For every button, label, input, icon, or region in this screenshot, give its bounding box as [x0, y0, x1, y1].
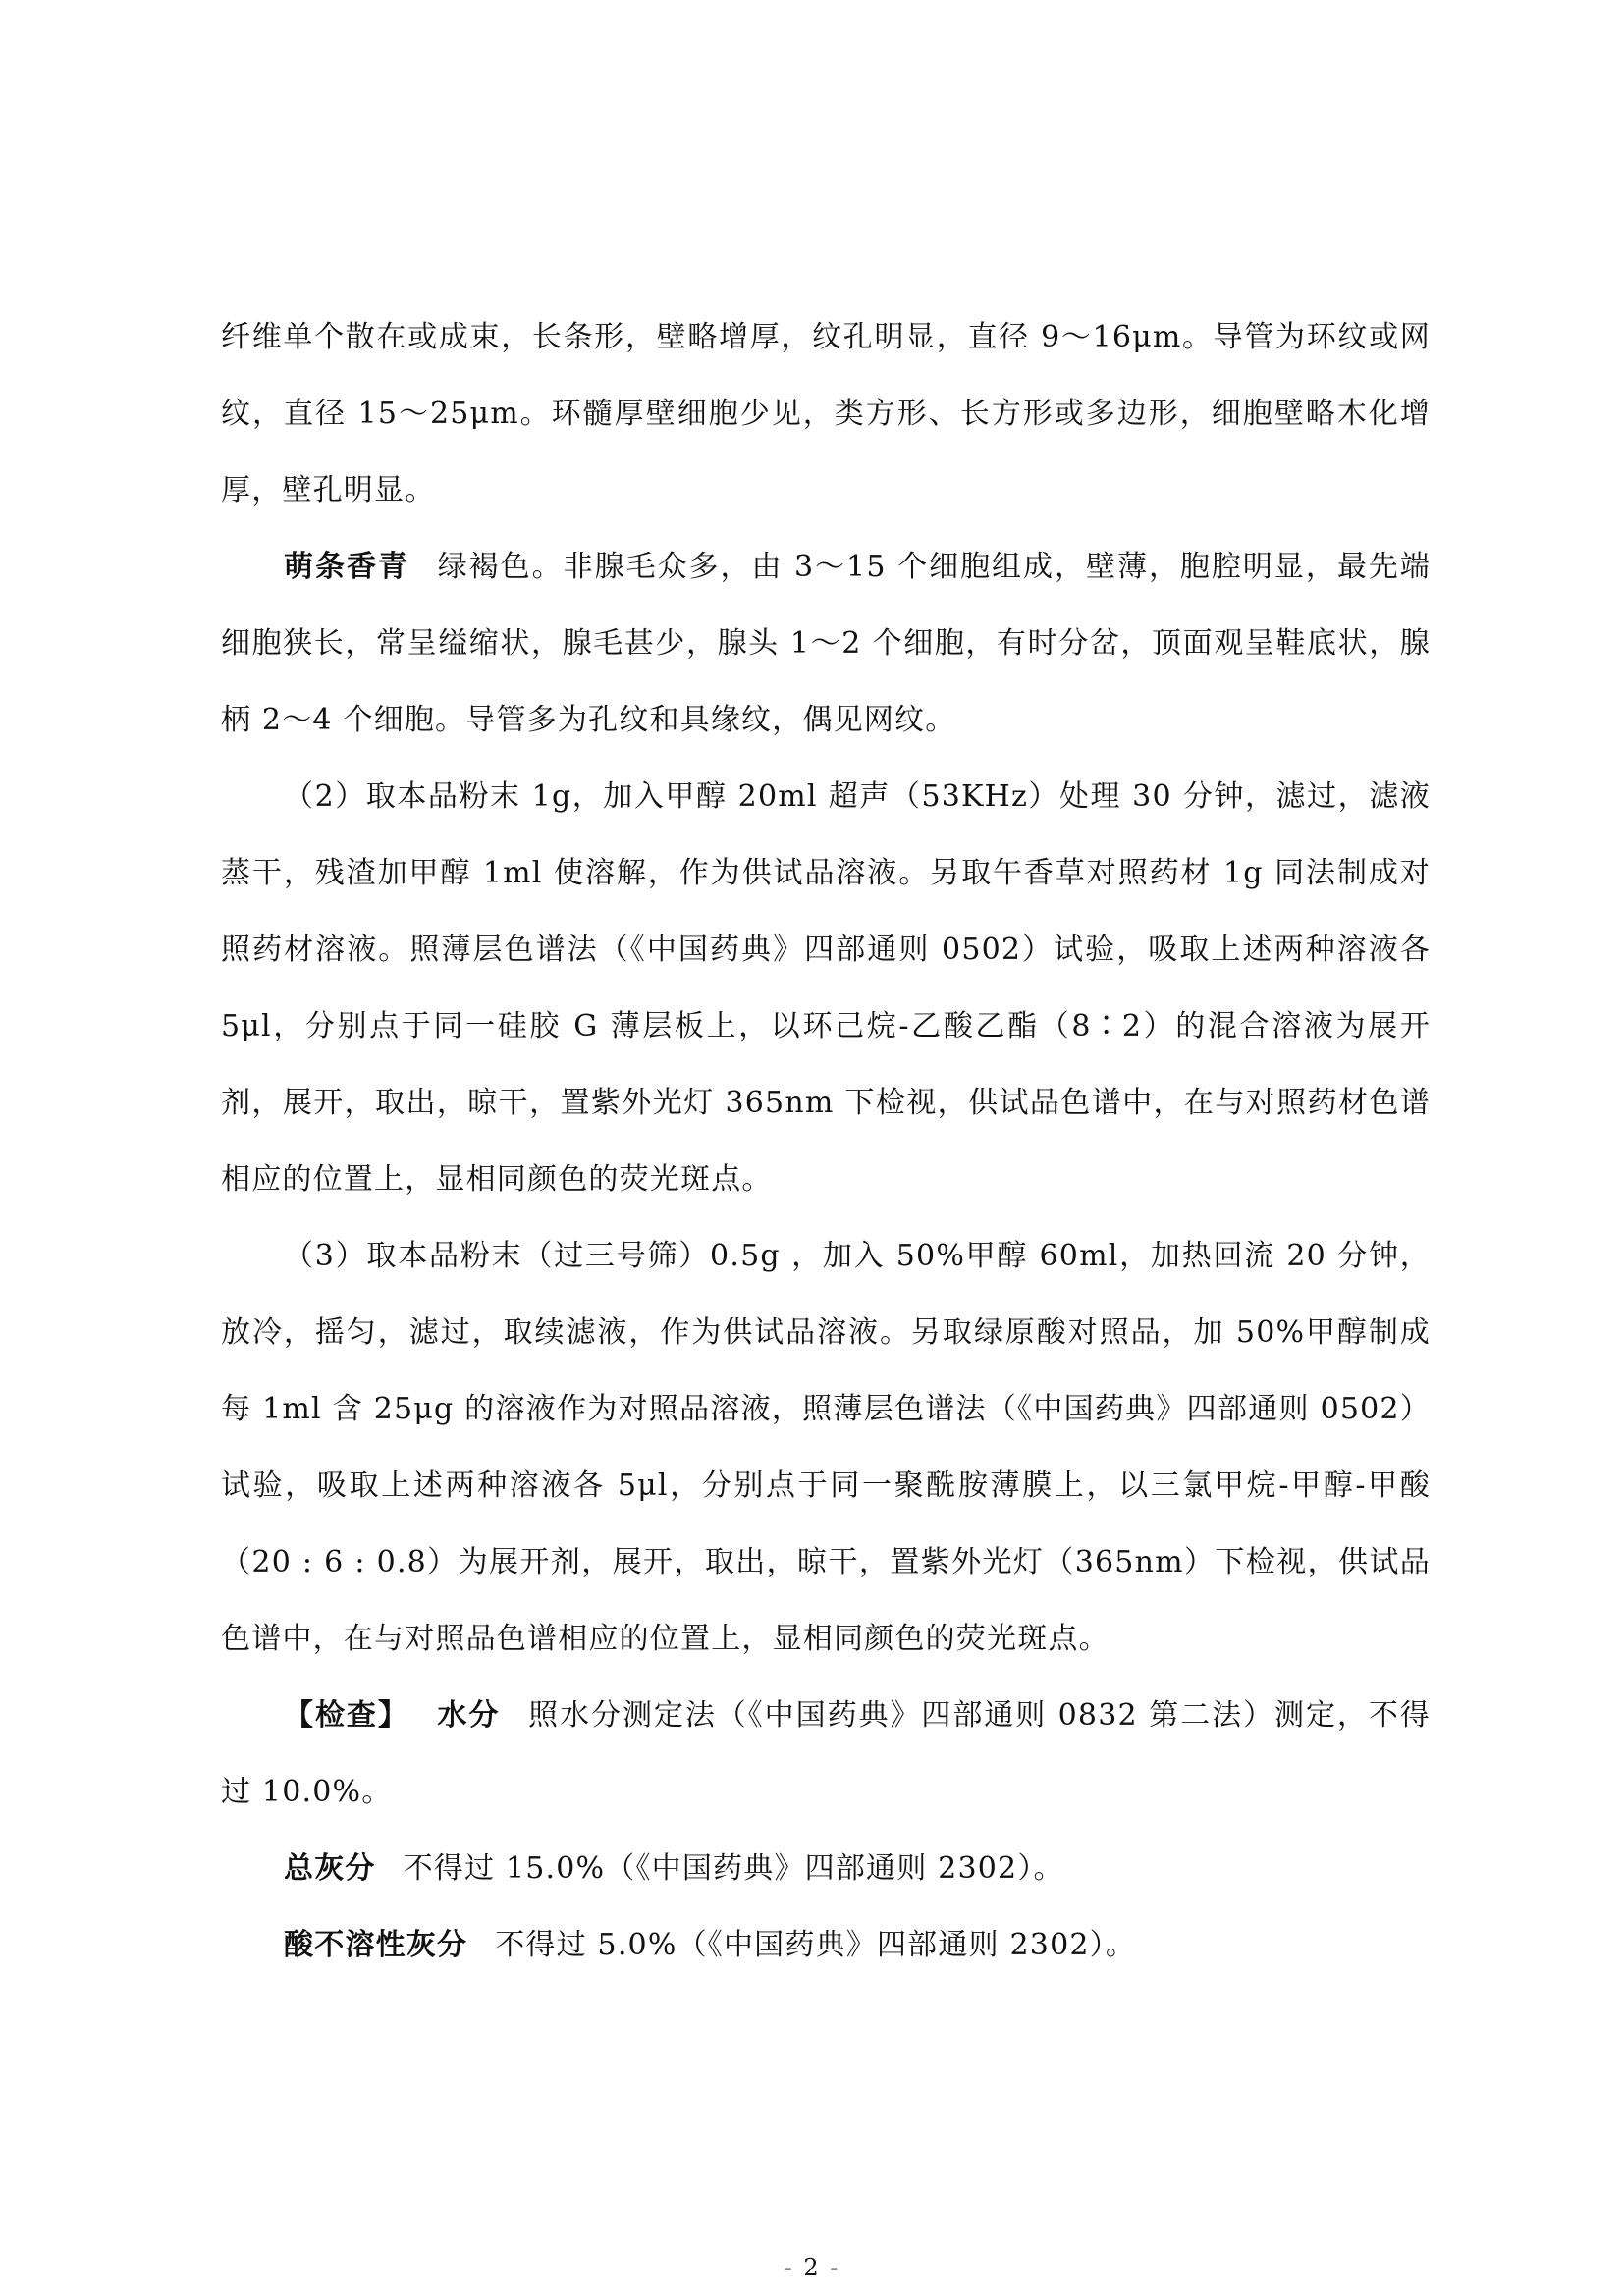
- paragraph-identification-2: [221, 759, 1431, 1218]
- page-number: - 2 -: [784, 2254, 840, 2281]
- paragraph-text: 不得过 5.0%（《中国药典》四部通则 2302）。: [495, 1928, 1137, 1962]
- herb-name-label: 萌条香青: [284, 550, 409, 584]
- paragraph-text: 照水分测定法（《中国药典》四部通则 0832 第二法）测定，不得过 10.0%。: [221, 1698, 1431, 1809]
- paragraph-text: 绿褐色。非腺毛众多，由 3～15 个细胞组成，壁薄，胞腔明显，最先端细胞狭长，常呈缢缩状，腺毛甚少，腺头 1～2 个细胞，有时分岔，顶面观呈鞋底状，腺柄 2～4 个细胞。导管多为孔纹和具缘纹，偶见网纹。: [221, 550, 1431, 737]
- paragraph-acid-insoluble-ash: [221, 1907, 1431, 1984]
- paragraph-text: （2）取本品粉末 1g，加入甲醇 20ml 超声（53KHz）处理 30 分钟，滤过，滤液蒸干，残渣加甲醇 1ml 使溶解，作为供试品溶液。另取午香草对照药材 1g 同法制成对照药材溶液。照薄层色谱法（《中国药典》四部通则 0502）试验，吸取上述两种溶液各 5μl，分别点于同一硅胶 G 薄层板上，以环己烷-乙酸乙酯（8∶2）的混合溶液为展开剂，展开，取出，晾干，置紫外光灯 365nm 下检视，供试品色谱中，在与对照药材色谱相应的位置上，显相同颜色的荧光斑点。: [221, 779, 1431, 1197]
- total-ash-label: 总灰分: [284, 1851, 376, 1886]
- paragraph-identification-3: [221, 1218, 1431, 1678]
- section-heading: 【检查】: [284, 1698, 409, 1733]
- paragraph-inspection-moisture: [221, 1678, 1431, 1831]
- paragraph-anaphalis-description: [221, 529, 1431, 759]
- paragraph-total-ash: [221, 1831, 1431, 1907]
- paragraph-text: 纤维单个散在或成束，长条形，壁略增厚，纹孔明显，直径 9～16μm。导管为环纹或网纹，直径 15～25μm。环髓厚壁细胞少见，类方形、长方形或多边形，细胞壁略木化增厚，壁孔明显。: [221, 320, 1431, 507]
- moisture-label: 水分: [436, 1698, 501, 1733]
- paragraph-fiber-description: [221, 299, 1431, 529]
- paragraph-text: （3）取本品粉末（过三号筛）0.5g ，加入 50%甲醇 60ml，加热回流 20 分钟，放冷，摇匀，滤过，取续滤液，作为供试品溶液。另取绿原酸对照品，加 50%甲醇制成每 1ml 含 25μg 的溶液作为对照品溶液，照薄层色谱法（《中国药典》四部通则 0502）试验，吸取上述两种溶液各 5μl，分别点于同一聚酰胺薄膜上，以三氯甲烷-甲醇-甲酸（20 : 6 : 0.8）为展开剂，展开，取出，晾干，置紫外光灯（365nm）下检视，供试品色谱中，在与对照品色谱相应的位置上，显相同颜色的荧光斑点。: [221, 1239, 1431, 1656]
- acid-insoluble-ash-label: 酸不溶性灰分: [284, 1928, 468, 1962]
- paragraph-text: 不得过 15.0%（《中国药典》四部通则 2302）。: [403, 1851, 1064, 1886]
